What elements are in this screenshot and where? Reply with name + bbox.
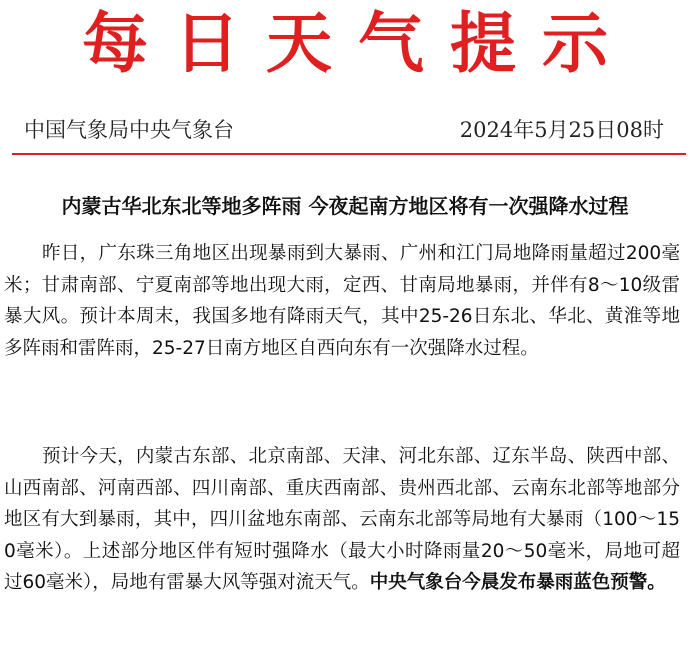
paragraph-yesterday xyxy=(4,238,680,364)
masthead-title: 每日天气提示 xyxy=(82,4,634,82)
paragraph-forecast xyxy=(4,441,680,599)
agency-name: 中国气象局中央气象台 xyxy=(24,118,234,142)
headline: 内蒙古华北东北等地多阵雨 今夜起南方地区将有一次强降水过程 xyxy=(61,194,629,218)
issue-timestamp: 2024年5月25日08时 xyxy=(459,118,664,142)
paragraph-yesterday-text: 昨日，广东珠三角地区出现暴雨到大暴雨、广州和江门局地降雨量超过200毫米；甘肃南部、宁夏南部等地出现大雨，定西、甘南局地暴雨，并伴有8～10级雷暴大风。预计本周末，我国多地有降雨天气，其中25-26日东北、华北、黄淮等地多阵雨和雷阵雨，25-27日南方地区自西向东有一次强降水过程。 xyxy=(4,243,680,359)
paragraph-forecast-text: 预计今天，内蒙古东部、北京南部、天津、河北东部、辽东半岛、陕西中部、山西南部、河南西部、四川南部、重庆西南部、贵州西北部、云南东北部等地部分地区有大到暴雨，其中，四川盆地东南部、云南东北部等局地有大暴雨（100～150毫米）。上述部分地区伴有短时强降水（最大小时降雨量20～50毫米，局地可超过60毫米），局地有雷暴大风等强对流天气。 xyxy=(4,446,680,593)
warning-emphasis: 中央气象台今晨发布暴雨蓝色预警。 xyxy=(369,572,666,593)
info-row xyxy=(24,112,664,148)
header-divider xyxy=(12,153,686,155)
